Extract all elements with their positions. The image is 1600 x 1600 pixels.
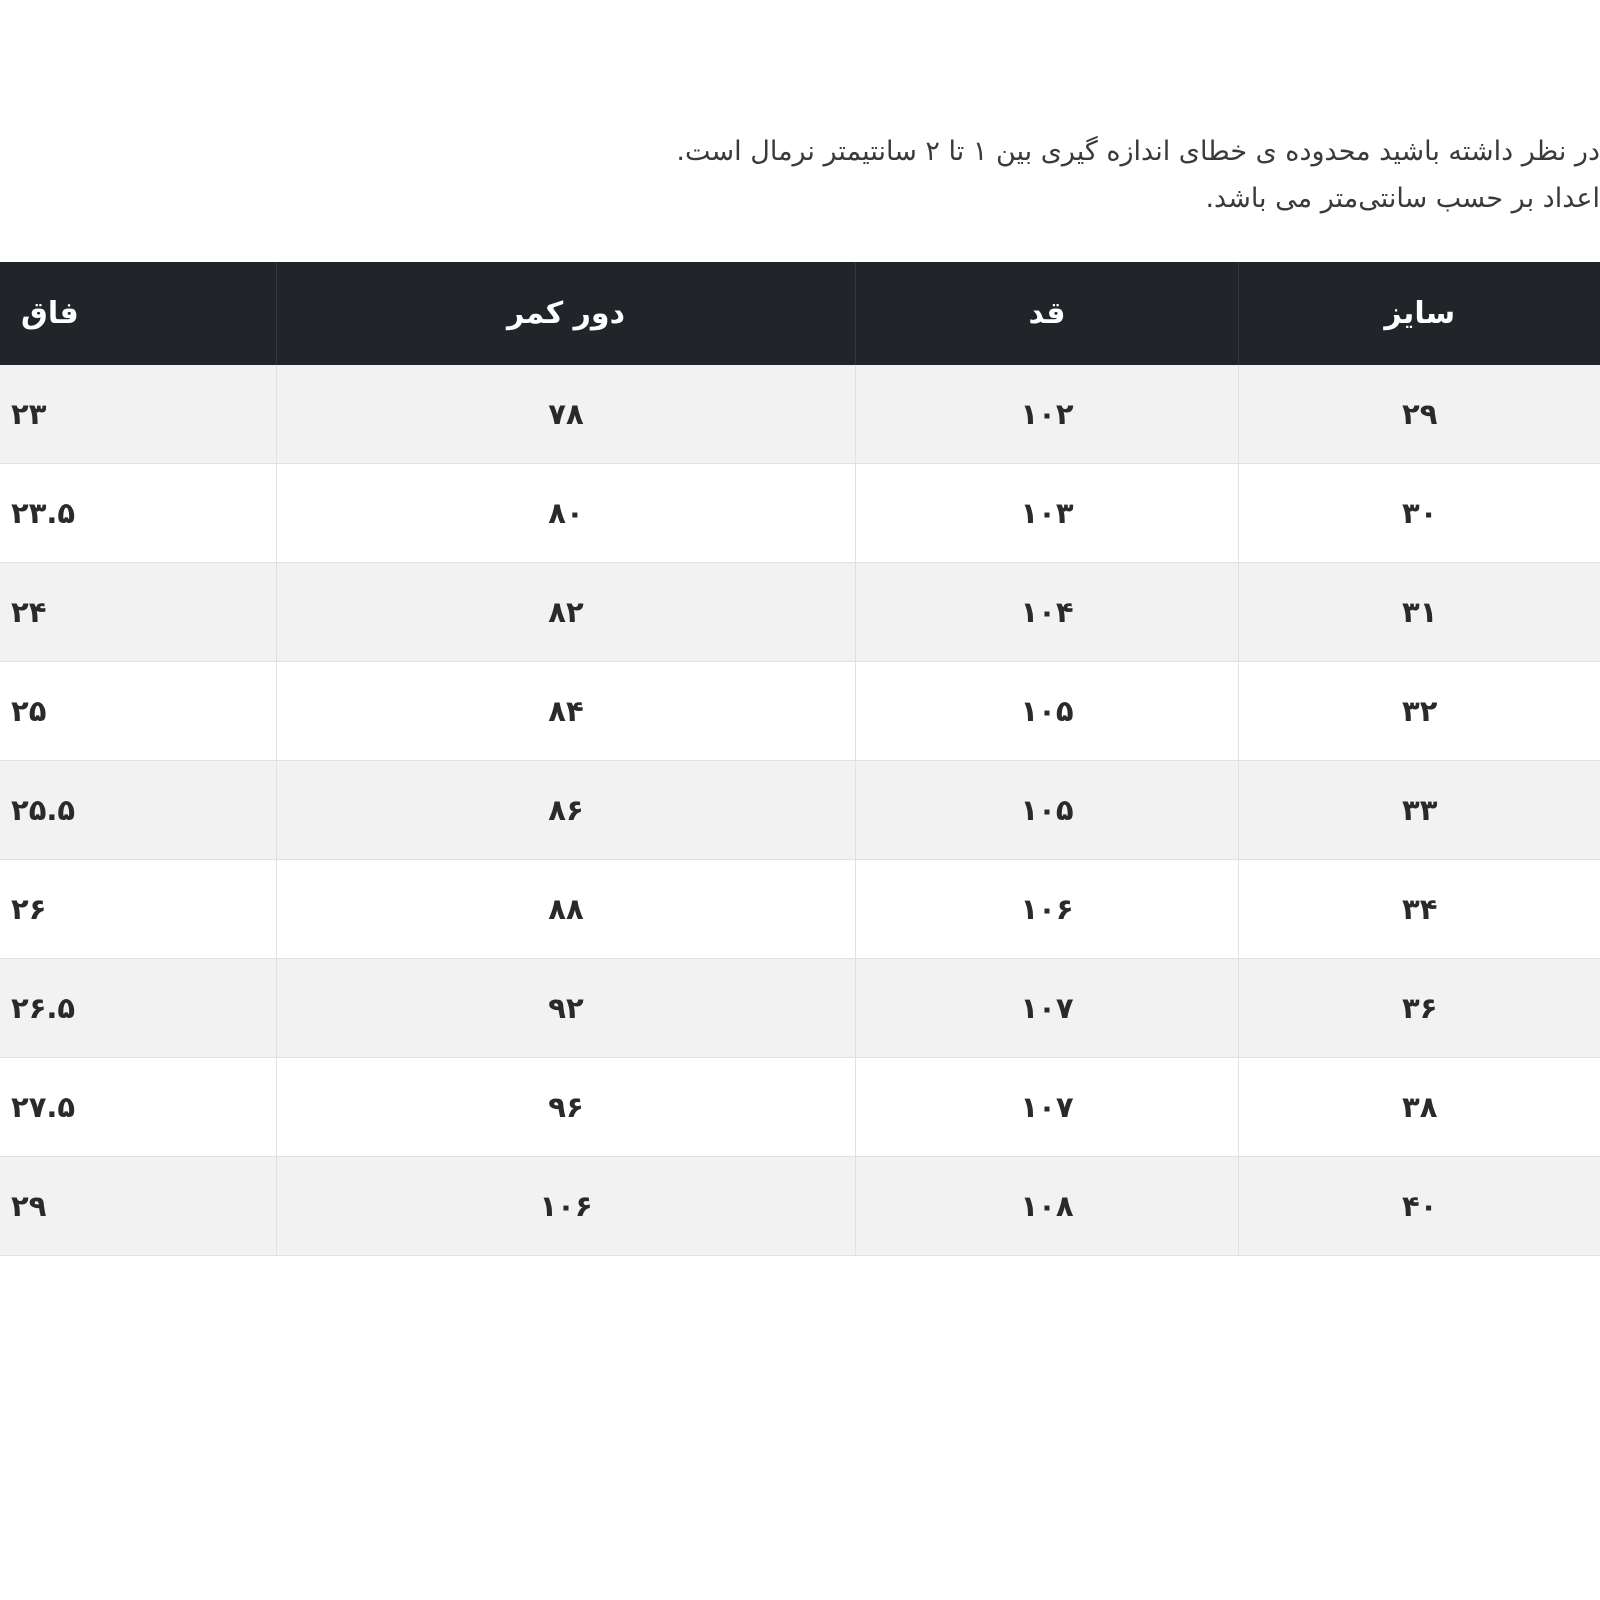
cell-height: ۱۰۳ [856, 464, 1239, 563]
header-size: سایز [1239, 262, 1600, 365]
measurement-notes [676, 128, 1600, 222]
cell-waist: ۸۶ [277, 761, 856, 860]
cell-waist: ۹۶ [277, 1058, 856, 1157]
table-row [0, 563, 1600, 662]
cell-waist: ۹۲ [277, 959, 856, 1058]
cell-rise: ۲۷.۵ [0, 1058, 277, 1157]
cell-height: ۱۰۲ [856, 365, 1239, 464]
cell-rise: ۲۵.۵ [0, 761, 277, 860]
cell-size: ۳۰ [1239, 464, 1600, 563]
cell-size: ۳۶ [1239, 959, 1600, 1058]
cell-height: ۱۰۴ [856, 563, 1239, 662]
header-rise: فاق [0, 262, 277, 365]
cell-rise: ۲۴ [0, 563, 277, 662]
cell-height: ۱۰۵ [856, 662, 1239, 761]
cell-rise: ۲۵ [0, 662, 277, 761]
cell-waist: ۷۸ [277, 365, 856, 464]
cell-waist: ۸۸ [277, 860, 856, 959]
cell-height: ۱۰۶ [856, 860, 1239, 959]
cell-size: ۳۴ [1239, 860, 1600, 959]
table-row [0, 1058, 1600, 1157]
table-row [0, 761, 1600, 860]
cell-size: ۳۸ [1239, 1058, 1600, 1157]
note-units: اعداد بر حسب سانتی‌متر می باشد. [1205, 183, 1600, 214]
cell-size: ۳۲ [1239, 662, 1600, 761]
cell-waist: ۸۴ [277, 662, 856, 761]
cell-height: ۱۰۵ [856, 761, 1239, 860]
table-row [0, 959, 1600, 1058]
cell-waist: ۱۰۶ [277, 1157, 856, 1256]
table-row [0, 1157, 1600, 1256]
cell-waist: ۸۰ [277, 464, 856, 563]
header-height: قد [856, 262, 1239, 365]
cell-rise: ۲۶.۵ [0, 959, 277, 1058]
size-chart-table [0, 262, 1600, 1256]
cell-rise: ۲۶ [0, 860, 277, 959]
note-measurement-error: در نظر داشته باشید محدوده ی خطای اندازه گیری بین ۱ تا ۲ سانتیمتر نرمال است. [676, 136, 1600, 167]
table-row [0, 662, 1600, 761]
cell-height: ۱۰۷ [856, 959, 1239, 1058]
header-waist: دور کمر [277, 262, 856, 365]
table-row [0, 464, 1600, 563]
cell-size: ۳۳ [1239, 761, 1600, 860]
table-row [0, 365, 1600, 464]
cell-waist: ۸۲ [277, 563, 856, 662]
cell-rise: ۲۳.۵ [0, 464, 277, 563]
cell-height: ۱۰۷ [856, 1058, 1239, 1157]
cell-size: ۴۰ [1239, 1157, 1600, 1256]
cell-height: ۱۰۸ [856, 1157, 1239, 1256]
table-row [0, 860, 1600, 959]
table-header-row [0, 262, 1600, 365]
cell-rise: ۲۳ [0, 365, 277, 464]
cell-rise: ۲۹ [0, 1157, 277, 1256]
cell-size: ۳۱ [1239, 563, 1600, 662]
cell-size: ۲۹ [1239, 365, 1600, 464]
